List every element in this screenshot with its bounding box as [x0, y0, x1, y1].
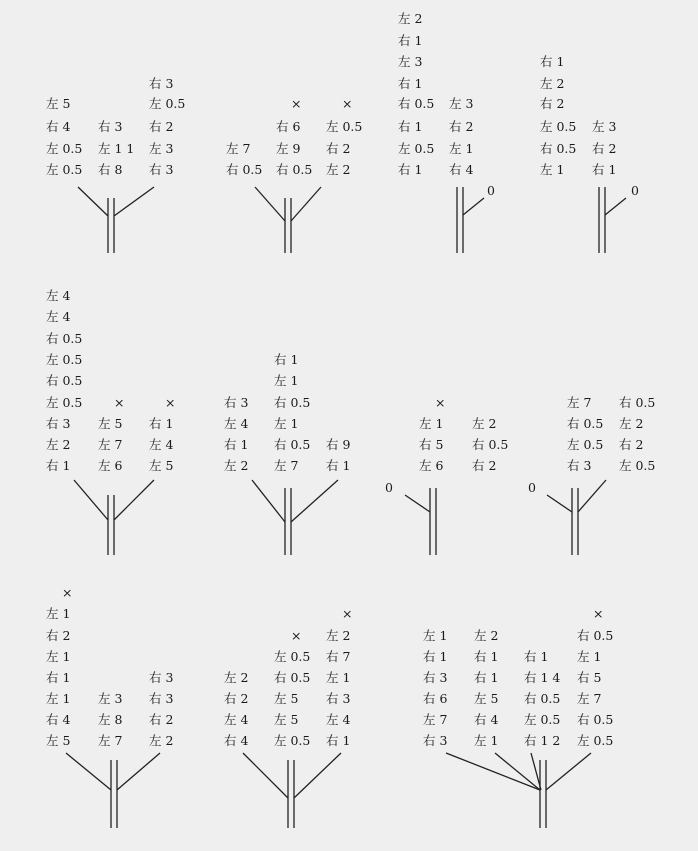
tree-6-col-1-label: 右 1	[224, 437, 249, 452]
tree-11-col-1-label: 右 1	[423, 649, 448, 664]
tree-3-col-1-label: 右 1	[398, 76, 423, 91]
tree-2-col-2-label: 右 6	[276, 119, 301, 134]
tree-3-col-1-label: 右 1	[398, 162, 423, 177]
tree-2-col-3-label: 右 2	[326, 141, 351, 156]
tree-1-lines	[78, 187, 154, 253]
tree-3-col-1-label: 左 0.5	[398, 141, 435, 156]
tree-9-col-1-label: 左 1	[46, 649, 71, 664]
tree-1-col-1-label: 左 5	[46, 96, 71, 111]
tree-9-col-2-label: 左 7	[98, 733, 123, 748]
tree-6-col-3-label: 右 1	[326, 458, 351, 473]
tree-5-col-1-label: 右 0.5	[46, 373, 83, 388]
tree-4-col-1-label: 右 2	[540, 96, 565, 111]
tree-5-col-3-label: 左 5	[149, 458, 174, 473]
tree-10-col-2-label: 左 0.5	[274, 733, 311, 748]
tree-4-col-2-label: 右 2	[592, 141, 617, 156]
tree-2-col-2-label: 右 0.5	[276, 162, 313, 177]
tree-7-col-1-label: 右 5	[419, 437, 444, 452]
tree-9-col-3-label: 右 3	[149, 670, 174, 685]
tree-2-col-3-label: 左 2	[326, 162, 351, 177]
tree-5-col-1-label: 左 2	[46, 437, 71, 452]
tree-3-col-1-label: 右 0.5	[398, 96, 435, 111]
tree-10-col-2-label: 左 5	[274, 691, 299, 706]
tree-11-col-3-label: 右 1	[524, 649, 549, 664]
tree-8-col-1-label: 右 3	[567, 458, 592, 473]
tree-5-lines	[74, 480, 154, 555]
tree-11-col-4-label: ×	[593, 606, 604, 621]
tree-5-col-1-label: 右 1	[46, 458, 71, 473]
tree-10-col-1-label: 右 2	[224, 691, 249, 706]
tree-1-col-2-label: 左 1 1	[98, 141, 135, 156]
tree-1-col-3-label: 左 3	[149, 141, 174, 156]
tree-10-col-1-label: 左 4	[224, 712, 249, 727]
tree-7-col-2-label: 右 2	[472, 458, 497, 473]
tree-1-col-1-label: 左 0.5	[46, 141, 83, 156]
tree-10-col-2-label: 左 0.5	[274, 649, 311, 664]
tree-6-col-1-label: 左 2	[224, 458, 249, 473]
tree-1-col-2-label: 右 3	[98, 119, 123, 134]
tree-6-col-2-label: 右 0.5	[274, 395, 311, 410]
tree-9-lines	[66, 753, 160, 828]
tree-11-col-4-label: 右 0.5	[577, 712, 614, 727]
tree-1-col-3-label: 右 3	[149, 162, 174, 177]
tree-6-lines	[252, 480, 338, 555]
tree-9-col-2-label: 左 8	[98, 712, 123, 727]
tree-2-lines	[255, 187, 321, 253]
tree-10-col-3-label: 左 2	[326, 628, 351, 643]
tree-5-col-1-label: 右 3	[46, 416, 71, 431]
tree-10-col-3-label: ×	[342, 606, 353, 621]
tree-11-col-4-label: 左 1	[577, 649, 602, 664]
tree-8-col-1-label: 左 0.5	[567, 437, 604, 452]
tree-11-col-4-label: 左 0.5	[577, 733, 614, 748]
tree-10-col-1-label: 左 2	[224, 670, 249, 685]
tree-3-col-1-label: 右 1	[398, 33, 423, 48]
tree-3-col-2-label: 左 3	[449, 96, 474, 111]
tree-4-col-1-label: 右 0.5	[540, 141, 577, 156]
tree-11-lines	[446, 753, 591, 828]
tree-6-col-1-label: 左 4	[224, 416, 249, 431]
tree-11-col-1-label: 右 3	[423, 670, 448, 685]
tree-8-col-2-label: 左 2	[619, 416, 644, 431]
tree-3-lines	[457, 187, 484, 253]
tree-11-col-2-label: 左 1	[474, 733, 499, 748]
tree-5-col-3-label: 右 1	[149, 416, 174, 431]
tree-3-col-2-label: 左 1	[449, 141, 474, 156]
tree-10-col-2-label: 左 5	[274, 712, 299, 727]
tree-8-col-2-label: 左 0.5	[619, 458, 656, 473]
tree-4-col-1-label: 左 1	[540, 162, 565, 177]
tree-9-col-1-label: 右 2	[46, 628, 71, 643]
tree-2-col-1-label: 左 7	[226, 141, 251, 156]
tree-9-col-1-label: 右 4	[46, 712, 71, 727]
tree-5-col-1-label: 右 0.5	[46, 331, 83, 346]
tree-5-col-2-label: ×	[114, 395, 125, 410]
tree-11-col-3-label: 右 1 2	[524, 733, 561, 748]
tree-3-branch-label: 0	[487, 183, 495, 198]
tree-11-col-3-label: 右 1 4	[524, 670, 561, 685]
tree-5-col-3-label: ×	[165, 395, 176, 410]
tree-6-col-3-label: 右 9	[326, 437, 351, 452]
tree-6-col-2-label: 右 1	[274, 352, 299, 367]
tree-4-col-2-label: 左 3	[592, 119, 617, 134]
tree-10-col-3-label: 右 3	[326, 691, 351, 706]
tree-2-col-3-label: ×	[342, 96, 353, 111]
tree-9-col-3-label: 左 2	[149, 733, 174, 748]
tree-10-lines	[243, 753, 341, 828]
tree-7-col-1-label: ×	[435, 395, 446, 410]
tree-9-col-2-label: 左 3	[98, 691, 123, 706]
tree-11-col-2-label: 右 4	[474, 712, 499, 727]
tree-4-lines	[599, 187, 626, 253]
tree-7-col-1-label: 左 6	[419, 458, 444, 473]
tree-11-col-2-label: 右 1	[474, 649, 499, 664]
tree-2-col-3-label: 左 0.5	[326, 119, 363, 134]
tree-8-lines	[547, 480, 606, 555]
tree-11-col-1-label: 右 6	[423, 691, 448, 706]
tree-4-branch-label: 0	[631, 183, 639, 198]
tree-10-col-2-label: ×	[291, 628, 302, 643]
tree-6-col-2-label: 左 7	[274, 458, 299, 473]
tree-7-lines	[405, 488, 436, 555]
tree-11-col-1-label: 左 7	[423, 712, 448, 727]
tree-1-col-1-label: 右 4	[46, 119, 71, 134]
tree-3-col-1-label: 左 2	[398, 11, 423, 26]
tree-9-col-3-label: 右 3	[149, 691, 174, 706]
tree-7-branch-label: 0	[385, 480, 393, 495]
tree-11-col-2-label: 右 1	[474, 670, 499, 685]
tree-11-col-1-label: 右 3	[423, 733, 448, 748]
tree-1-col-3-label: 左 0.5	[149, 96, 186, 111]
tree-11-col-2-label: 左 5	[474, 691, 499, 706]
tree-3-col-2-label: 右 2	[449, 119, 474, 134]
tree-6-col-1-label: 右 3	[224, 395, 249, 410]
tree-11-col-4-label: 左 7	[577, 691, 602, 706]
tree-7-col-2-label: 左 2	[472, 416, 497, 431]
tree-8-col-2-label: 右 2	[619, 437, 644, 452]
tree-2-col-2-label: 左 9	[276, 141, 301, 156]
tree-11-col-4-label: 右 5	[577, 670, 602, 685]
tree-1-col-1-label: 左 0.5	[46, 162, 83, 177]
tree-5-col-3-label: 左 4	[149, 437, 174, 452]
tree-3-col-1-label: 右 1	[398, 119, 423, 134]
tree-5-col-1-label: 左 4	[46, 309, 71, 324]
tree-8-col-1-label: 左 7	[567, 395, 592, 410]
tree-6-col-2-label: 左 1	[274, 373, 299, 388]
tree-8-col-2-label: 右 0.5	[619, 395, 656, 410]
tree-9-col-3-label: 右 2	[149, 712, 174, 727]
tree-11-col-2-label: 左 2	[474, 628, 499, 643]
tree-1-col-3-label: 右 3	[149, 76, 174, 91]
tree-5-col-1-label: 左 0.5	[46, 395, 83, 410]
tree-1-col-3-label: 右 2	[149, 119, 174, 134]
tree-9-col-1-label: 左 1	[46, 691, 71, 706]
tree-2-col-1-label: 右 0.5	[226, 162, 263, 177]
tree-3-col-1-label: 左 3	[398, 54, 423, 69]
tree-5-col-1-label: 左 4	[46, 288, 71, 303]
tree-11-col-1-label: 左 1	[423, 628, 448, 643]
tree-4-col-1-label: 左 0.5	[540, 119, 577, 134]
tree-10-col-3-label: 右 1	[326, 733, 351, 748]
tree-10-col-1-label: 右 4	[224, 733, 249, 748]
tree-9-col-1-label: 左 5	[46, 733, 71, 748]
tree-7-col-2-label: 右 0.5	[472, 437, 509, 452]
tree-9-col-1-label: 右 1	[46, 670, 71, 685]
tree-4-col-1-label: 左 2	[540, 76, 565, 91]
tree-5-col-2-label: 左 5	[98, 416, 123, 431]
tree-3-col-2-label: 右 4	[449, 162, 474, 177]
tree-8-branch-label: 0	[528, 480, 536, 495]
tree-5-col-2-label: 左 6	[98, 458, 123, 473]
tree-10-col-2-label: 右 0.5	[274, 670, 311, 685]
tree-5-col-1-label: 左 0.5	[46, 352, 83, 367]
tree-6-col-2-label: 左 1	[274, 416, 299, 431]
tree-10-col-3-label: 右 7	[326, 649, 351, 664]
tree-10-col-3-label: 左 1	[326, 670, 351, 685]
tree-9-col-1-label: ×	[62, 585, 73, 600]
tree-11-col-3-label: 左 0.5	[524, 712, 561, 727]
tree-5-col-2-label: 左 7	[98, 437, 123, 452]
tree-7-col-1-label: 左 1	[419, 416, 444, 431]
tree-4-col-1-label: 右 1	[540, 54, 565, 69]
tree-9-col-1-label: 左 1	[46, 606, 71, 621]
tree-1-col-2-label: 右 8	[98, 162, 123, 177]
tree-10-col-3-label: 左 4	[326, 712, 351, 727]
tree-11-col-3-label: 右 0.5	[524, 691, 561, 706]
tree-8-col-1-label: 右 0.5	[567, 416, 604, 431]
tree-4-col-2-label: 右 1	[592, 162, 617, 177]
tree-11-col-4-label: 右 0.5	[577, 628, 614, 643]
tree-2-col-2-label: ×	[291, 96, 302, 111]
tree-6-col-2-label: 右 0.5	[274, 437, 311, 452]
